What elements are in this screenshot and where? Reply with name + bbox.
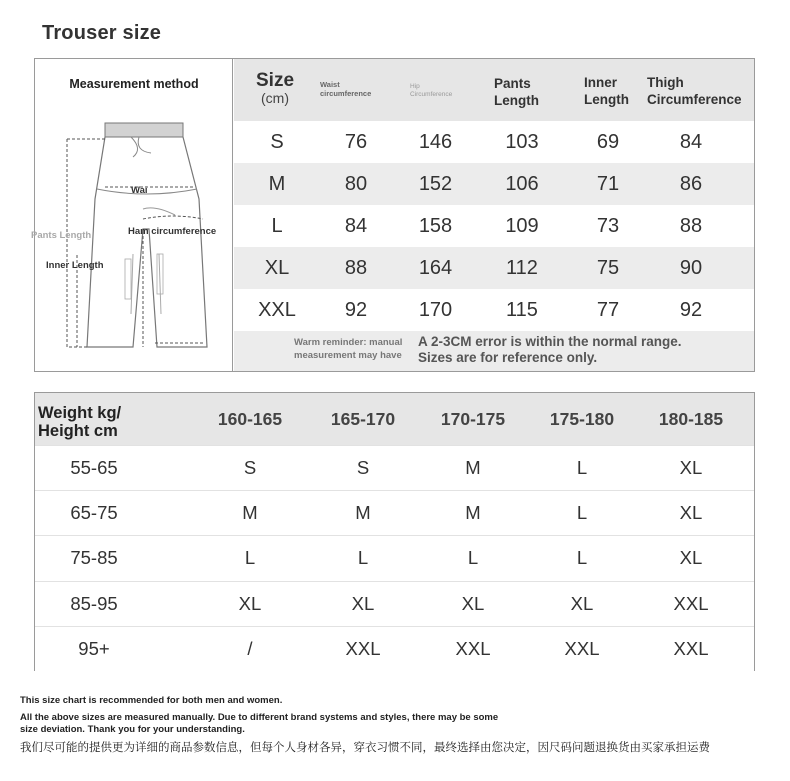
reminder-main-text: A 2-3CM error is within the normal range. Sizes are for reference only. [418,334,682,366]
chinese-disclaimer: 我们尽可能的提供更为详细的商品参数信息，但每个人身材各异，穿衣习惯不同，最终选择由您决定，因尺码问题退换货由买家承担运费 [20,742,710,754]
table-row: 65-75 M M M L XL [35,490,754,535]
table-row: XL 88 164 112 75 90 [234,247,754,289]
table-row: M 80 152 106 71 86 [234,163,754,205]
reminder-small-text: Warm reminder: manual measurement may have [294,337,403,361]
table-row: 75-85 L L L L XL [35,535,754,580]
height-header: 175-180 [549,408,615,429]
height-header: 170-175 [440,408,506,429]
weight-height-chart [34,392,755,671]
hip-header: Hip Circumference [410,83,453,98]
table-row: 85-95 XL XL XL XL XXL [35,581,754,626]
table-row: 55-65 S S M L XL [35,445,754,490]
height-header: 165-170 [330,408,396,429]
thigh-circumference-header: Thigh Circumference [647,75,742,107]
size-table [234,59,754,366]
size-chart [31,58,755,372]
page-title: Trouser size [42,22,162,44]
table-row: 95+ / XXL XXL XXL XXL [35,626,754,671]
weight-height-corner-label: Weight kg/ Height cm [38,404,122,441]
pants-length-label: Pants Length [31,230,92,241]
manual-measurement-note: All the above sizes are measured manually. Due to different brand systems and styles, there may be some size deviation. Thank you for your understanding. [20,712,499,736]
height-header: 160-165 [217,408,283,429]
trouser-diagram-icon [35,59,233,371]
hem-circumference-label: Ham circumference [128,226,217,237]
table-row: S 76 146 103 69 84 [234,121,754,163]
pants-length-header: Pants Length [494,76,539,108]
height-header: 180-185 [658,408,724,429]
size-column-header: Size (cm) [256,70,295,106]
table-row: L 84 158 109 73 88 [234,205,754,247]
size-rows [234,121,754,331]
measurement-method-panel [31,59,233,371]
inner-length-header: Inner Length [584,75,629,107]
unisex-note: This size chart is recommended for both men and women. [20,695,283,706]
weight-height-header [35,393,754,445]
inner-length-label: Inner Length [46,260,104,271]
table-row: XXL 92 170 115 77 92 [234,289,754,331]
waist-label: Wai [131,185,148,196]
size-table-header [234,59,754,121]
waist-header: Waist circumference [320,80,372,98]
warm-reminder [234,331,754,371]
measurement-method-title: Measurement method [69,77,199,91]
